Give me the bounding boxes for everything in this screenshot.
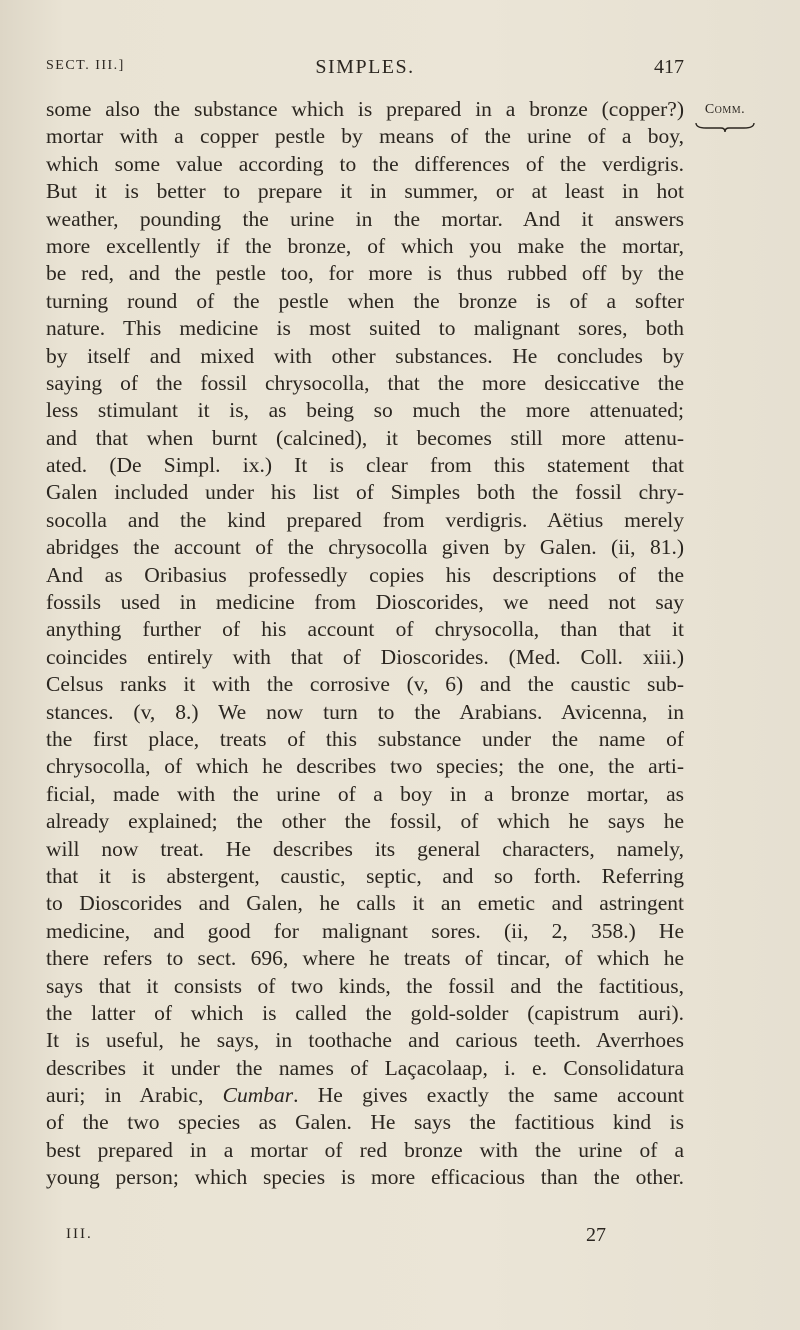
brace-icon [694,120,756,134]
text-line: saying of the fossil chrysocolla, that the more desiccative the [46,370,684,395]
text-line: will now treat. He describes its general characters, namely, [46,836,684,861]
text-line: nature. This medicine is most suited to malignant sores, both [46,316,684,341]
text-line: medicine, and good for malignant sores. (ii, 2, 358.) He [46,918,684,943]
text-line: by itself and mixed with other substances. He concludes by [46,343,684,368]
text-line: coincides entirely with that of Dioscorides. (Med. Coll. xiii.) [46,644,684,669]
text-line: and that when burnt (calcined), it becomes still more attenu- [46,425,684,450]
text-line: which some value according to the differences of the verdigris. [46,151,684,176]
text-line: And as Oribasius professedly copies his descriptions of the [46,562,684,587]
text-line: mortar with a copper pestle by means of the urine of a boy, [46,124,684,149]
text-line: the latter of which is called the gold-solder (capistrum auri). [46,1000,684,1025]
text-line: some also the substance which is prepared in a bronze (copper?) [46,97,684,121]
text-line: of the two species as Galen. He says the factitious kind is [46,1110,684,1135]
running-header [46,56,684,82]
text-line: young person; which species is more efficacious than the other. [46,1165,684,1190]
margin-note-label: Comm. [704,102,746,117]
text-line [46,1082,684,1109]
text-line: that it is abstergent, caustic, septic, and so forth. Referring [46,863,684,888]
margin-note [690,102,760,134]
text-line: fossils used in medicine from Dioscorides, we need not say [46,590,684,615]
text-line: weather, pounding the urine in the mortar. And it answers [46,206,684,231]
text-line: Galen included under his list of Simples both the fossil chry- [46,480,684,505]
page-number: 417 [654,56,684,78]
text-line: less stimulant it is, as being so much the more attenuated; [46,398,684,423]
text-line: the first place, treats of this substance under the name of [46,726,684,751]
text-fragment: . He gives exactly the same account [293,1083,684,1108]
text-line: It is useful, he says, in toothache and carious teeth. Averrhoes [46,1028,684,1053]
text-line: abridges the account of the chrysocolla given by Galen. (ii, 81.) [46,535,684,560]
text-line: chrysocolla, of which he describes two species; the one, the arti- [46,754,684,779]
text-fragment: auri; in Arabic, [46,1083,223,1108]
text-line: describes it under the names of Laçacolaap, i. e. Consolidatura [46,1055,684,1080]
text-line: But it is better to prepare it in summer, or at least in hot [46,179,684,204]
page-title: SIMPLES. [315,56,415,78]
text-line: says that it consists of two kinds, the fossil and the factitious, [46,973,684,998]
text-line: be red, and the pestle too, for more is thus rubbed off by the [46,261,684,286]
italic-term: Cumbar [222,1083,294,1108]
text-line: more excellently if the bronze, of which you make the mortar, [46,233,684,258]
text-line: Celsus ranks it with the corrosive (v, 6) and the caustic sub- [46,672,684,697]
body-text [46,96,684,1192]
section-heading: SECT. III.] [46,58,125,73]
signature-mark: III. [66,1226,93,1242]
text-line: anything further of his account of chrysocolla, than that it [46,617,684,642]
text-line: already explained; the other the fossil, of which he says he [46,809,684,834]
text-line: turning round of the pestle when the bronze is of a softer [46,288,684,313]
page-footer [66,1224,606,1250]
text-line: to Dioscorides and Galen, he calls it an emetic and astringent [46,891,684,916]
sheet-number: 27 [586,1224,606,1246]
text-line: ated. (De Simpl. ix.) It is clear from this statement that [46,453,684,478]
text-line: stances. (v, 8.) We now turn to the Arabians. Avicenna, in [46,699,684,724]
text-line: there refers to sect. 696, where he treats of tincar, of which he [46,946,684,971]
text-line: ficial, made with the urine of a boy in a bronze mortar, as [46,781,684,806]
text-line: best prepared in a mortar of red bronze with the urine of a [46,1137,684,1162]
text-line: socolla and the kind prepared from verdigris. Aëtius merely [46,507,684,532]
